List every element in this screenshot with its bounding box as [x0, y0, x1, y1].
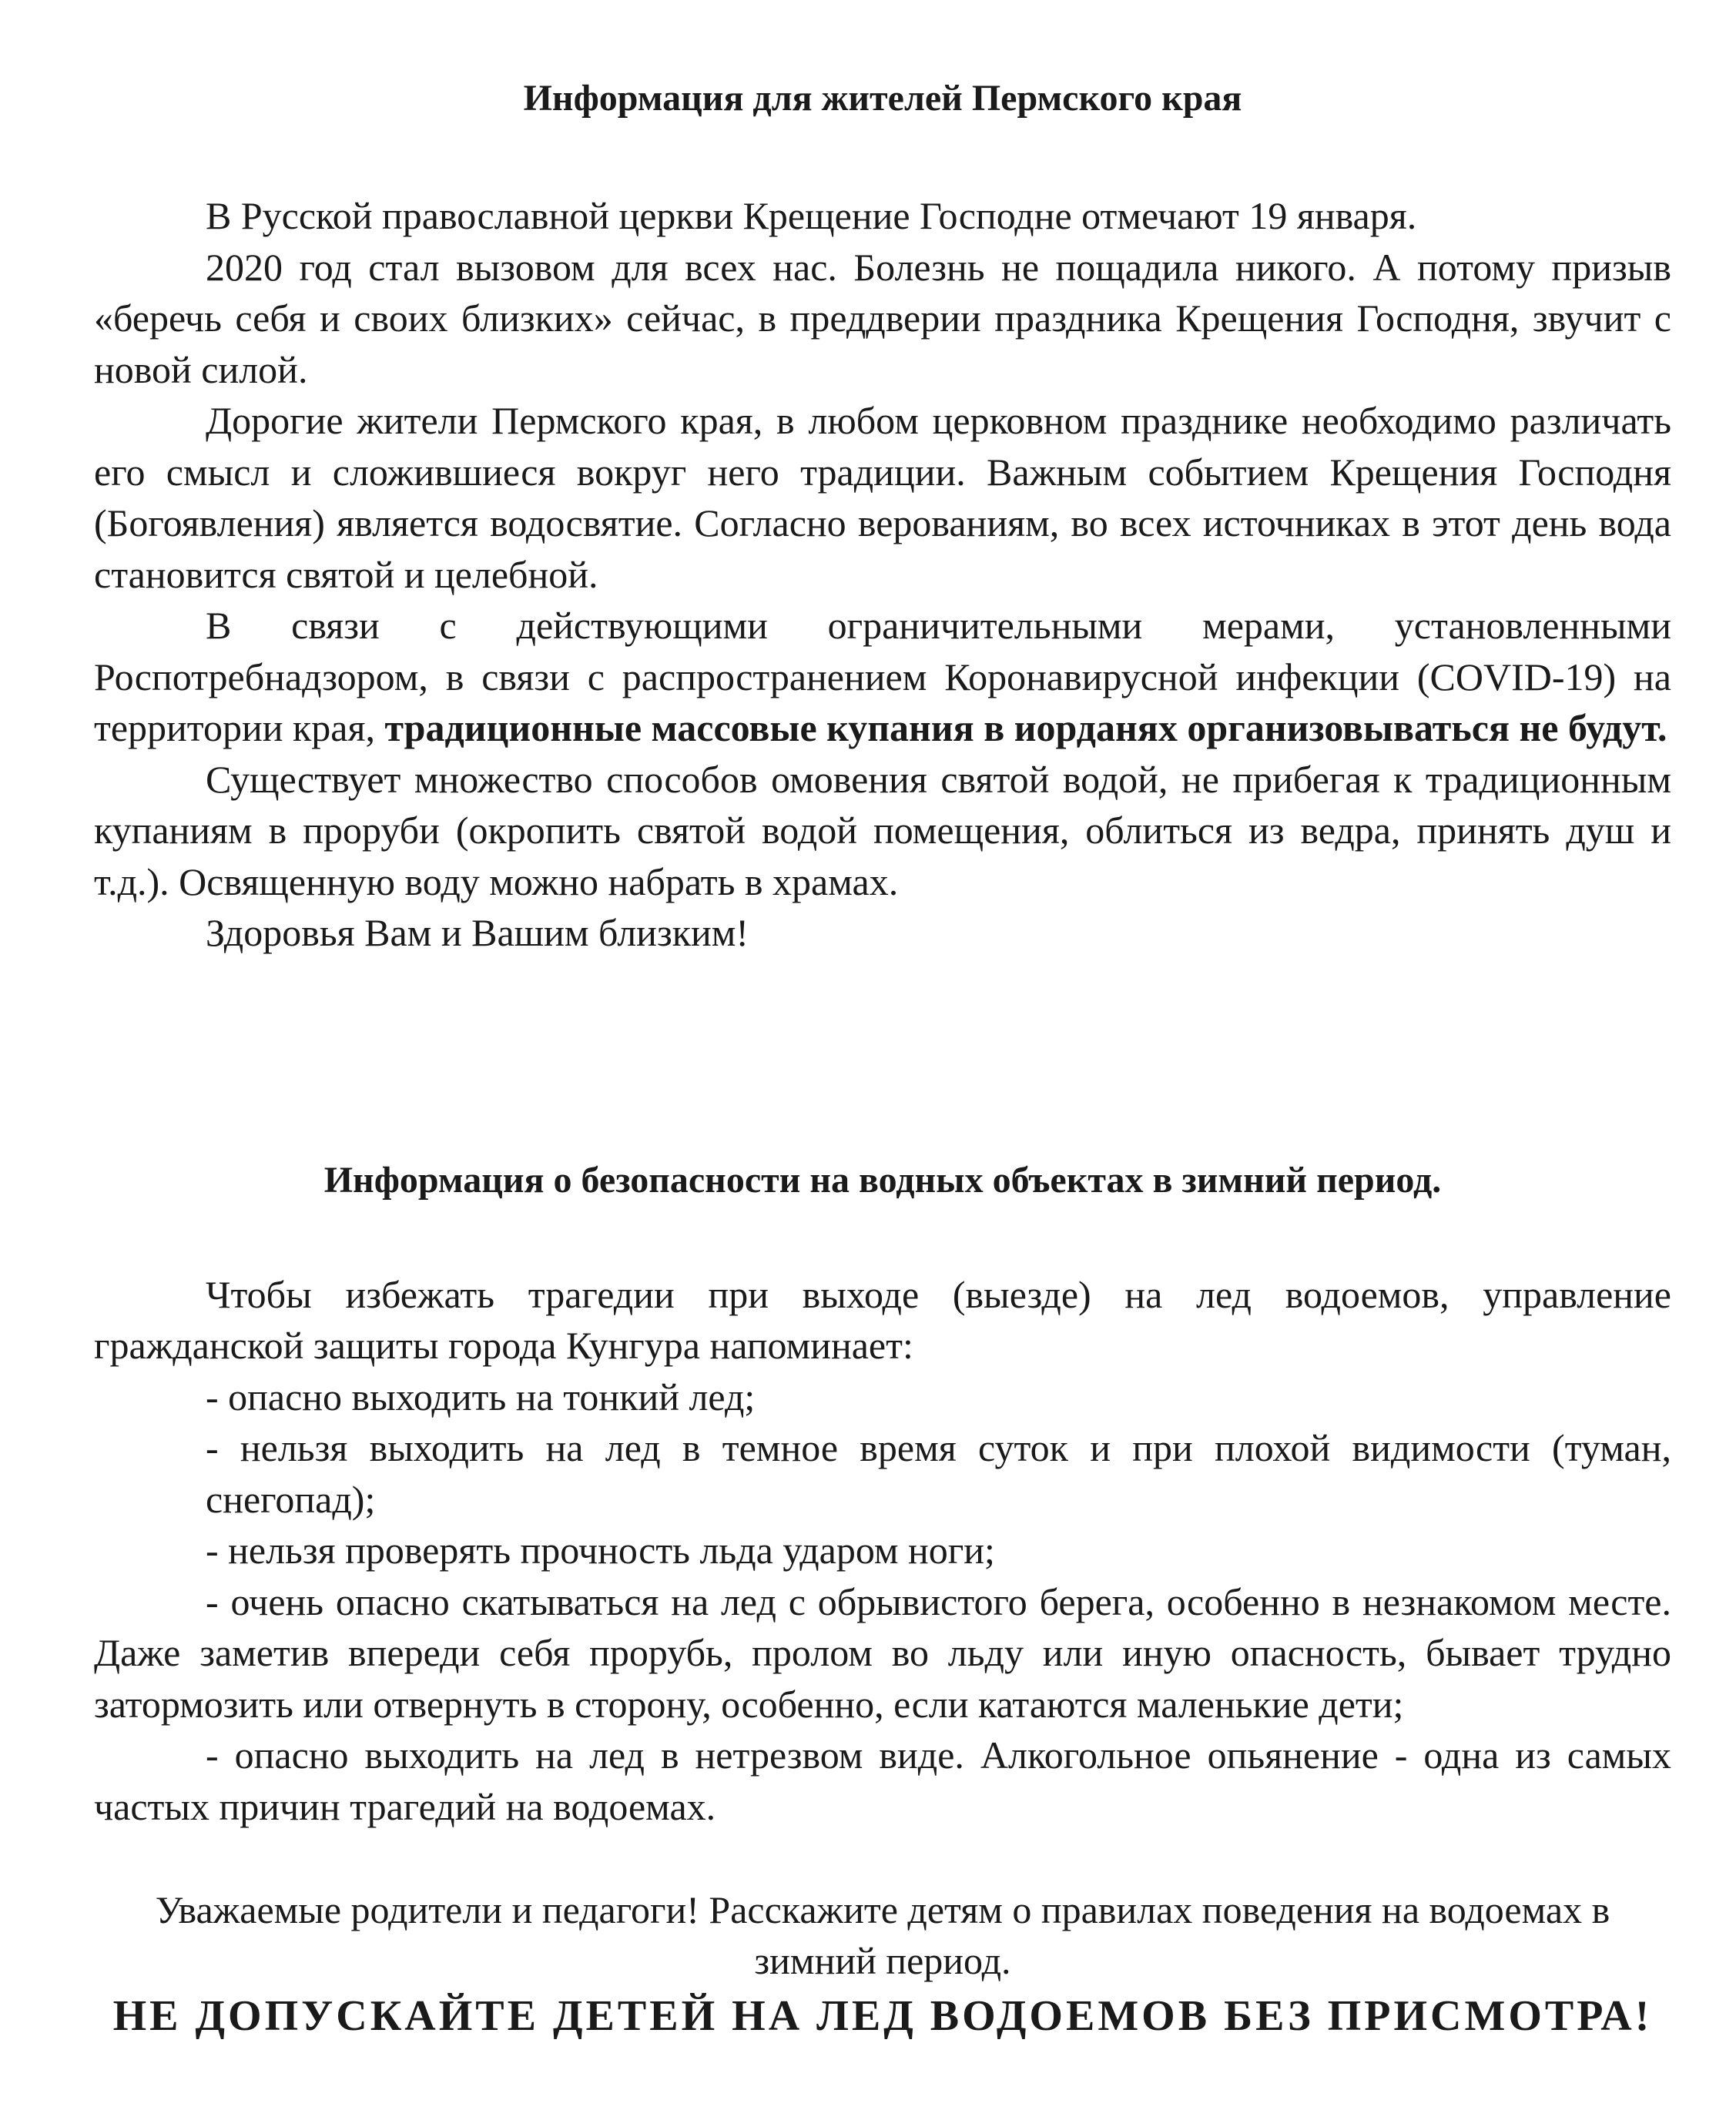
section1-paragraph-3: Дорогие жители Пермского края, в любом церковном празднике необходимо различать его смысл и сложившиеся вокруг него традиции. Важным событием Крещения Господня (Богоявления) является водосвятие. Согласно верованиям, во всех источниках в этот день вода становится святой и целебной. — [94, 399, 1671, 596]
section2-title: Информация о безопасности на водных объектах в зимний период. — [323, 1159, 1442, 1201]
spacer — [94, 1832, 1671, 1884]
section1-paragraph-4 — [94, 600, 1671, 754]
paragraph-4-text: В связи с действующими ограничительными мерами, установленными Роспотребнадзором, в связи с распространением Коронавирусной инфекции (COVID-19) на территории края, — [94, 604, 1671, 749]
section2-intro: Чтобы избежать трагедии при выходе (выезде) на лед водоемов, управление гражданской защиты города Кунгура напоминает: — [94, 1272, 1671, 1367]
section1-paragraph-2: 2020 год стал вызовом для всех нас. Болезнь не пощадила никого. А потому призыв «беречь себя и своих близких» сейчас, в преддверии праздника Крещения Господня, звучит с новой силой. — [94, 245, 1671, 391]
safety-rule-item: - очень опасно скатываться на лед с обрывистого берега, особенно в незнакомом месте. Даже заметив впереди себя прорубь, пролом во льду или иную опасность, бывает трудно затормозить или отвернуть в сторону, особенно, если катаются маленькие дети; — [94, 1579, 1671, 1726]
safety-rule-item: - опасно выходить на тонкий лед; — [206, 1375, 756, 1418]
safety-rule-item: - опасно выходить на лед в нетрезвом виде. Алкогольное опьянение - одна из самых частых причин трагедий на водоемах. — [94, 1733, 1671, 1828]
safety-rule-item: - нельзя проверять прочность льда ударом ноги; — [206, 1529, 995, 1572]
spacer — [94, 959, 1671, 1155]
section1-paragraph-6: Здоровья Вам и Вашим близким! — [206, 911, 749, 954]
paragraph-4-bold-text: традиционные массовые купания в иорданях организовываться не будут. — [384, 706, 1667, 749]
section1-title: Информация для жителей Пермского края — [523, 78, 1242, 119]
warning-text: НЕ ДОПУСКАЙТЕ ДЕТЕЙ НА ЛЕД ВОДОЕМОВ БЕЗ ПРИСМОТРА! — [112, 1992, 1653, 2040]
document-page — [94, 73, 1671, 2043]
section1-paragraph-1: В Русской православной церкви Крещение Господне отмечают 19 января. — [206, 194, 1417, 237]
spacer — [94, 124, 1671, 190]
section1-paragraph-5: Существует множество способов омовения святой водой, не прибегая к традиционным купаниям в проруби (окропить святой водой помещения, облиться из ведра, принять душ и т.д.). Освященную воду можно набрать в храмах. — [94, 757, 1671, 903]
spacer — [94, 1206, 1671, 1269]
safety-rule-item: - нельзя выходить на лед в темное время суток и при плохой видимости (туман, снегопад); — [206, 1426, 1671, 1521]
appeal-text: Уважаемые родители и педагоги! Расскажите детям о правилах поведения на водоемах в зимний период. — [155, 1888, 1610, 1982]
